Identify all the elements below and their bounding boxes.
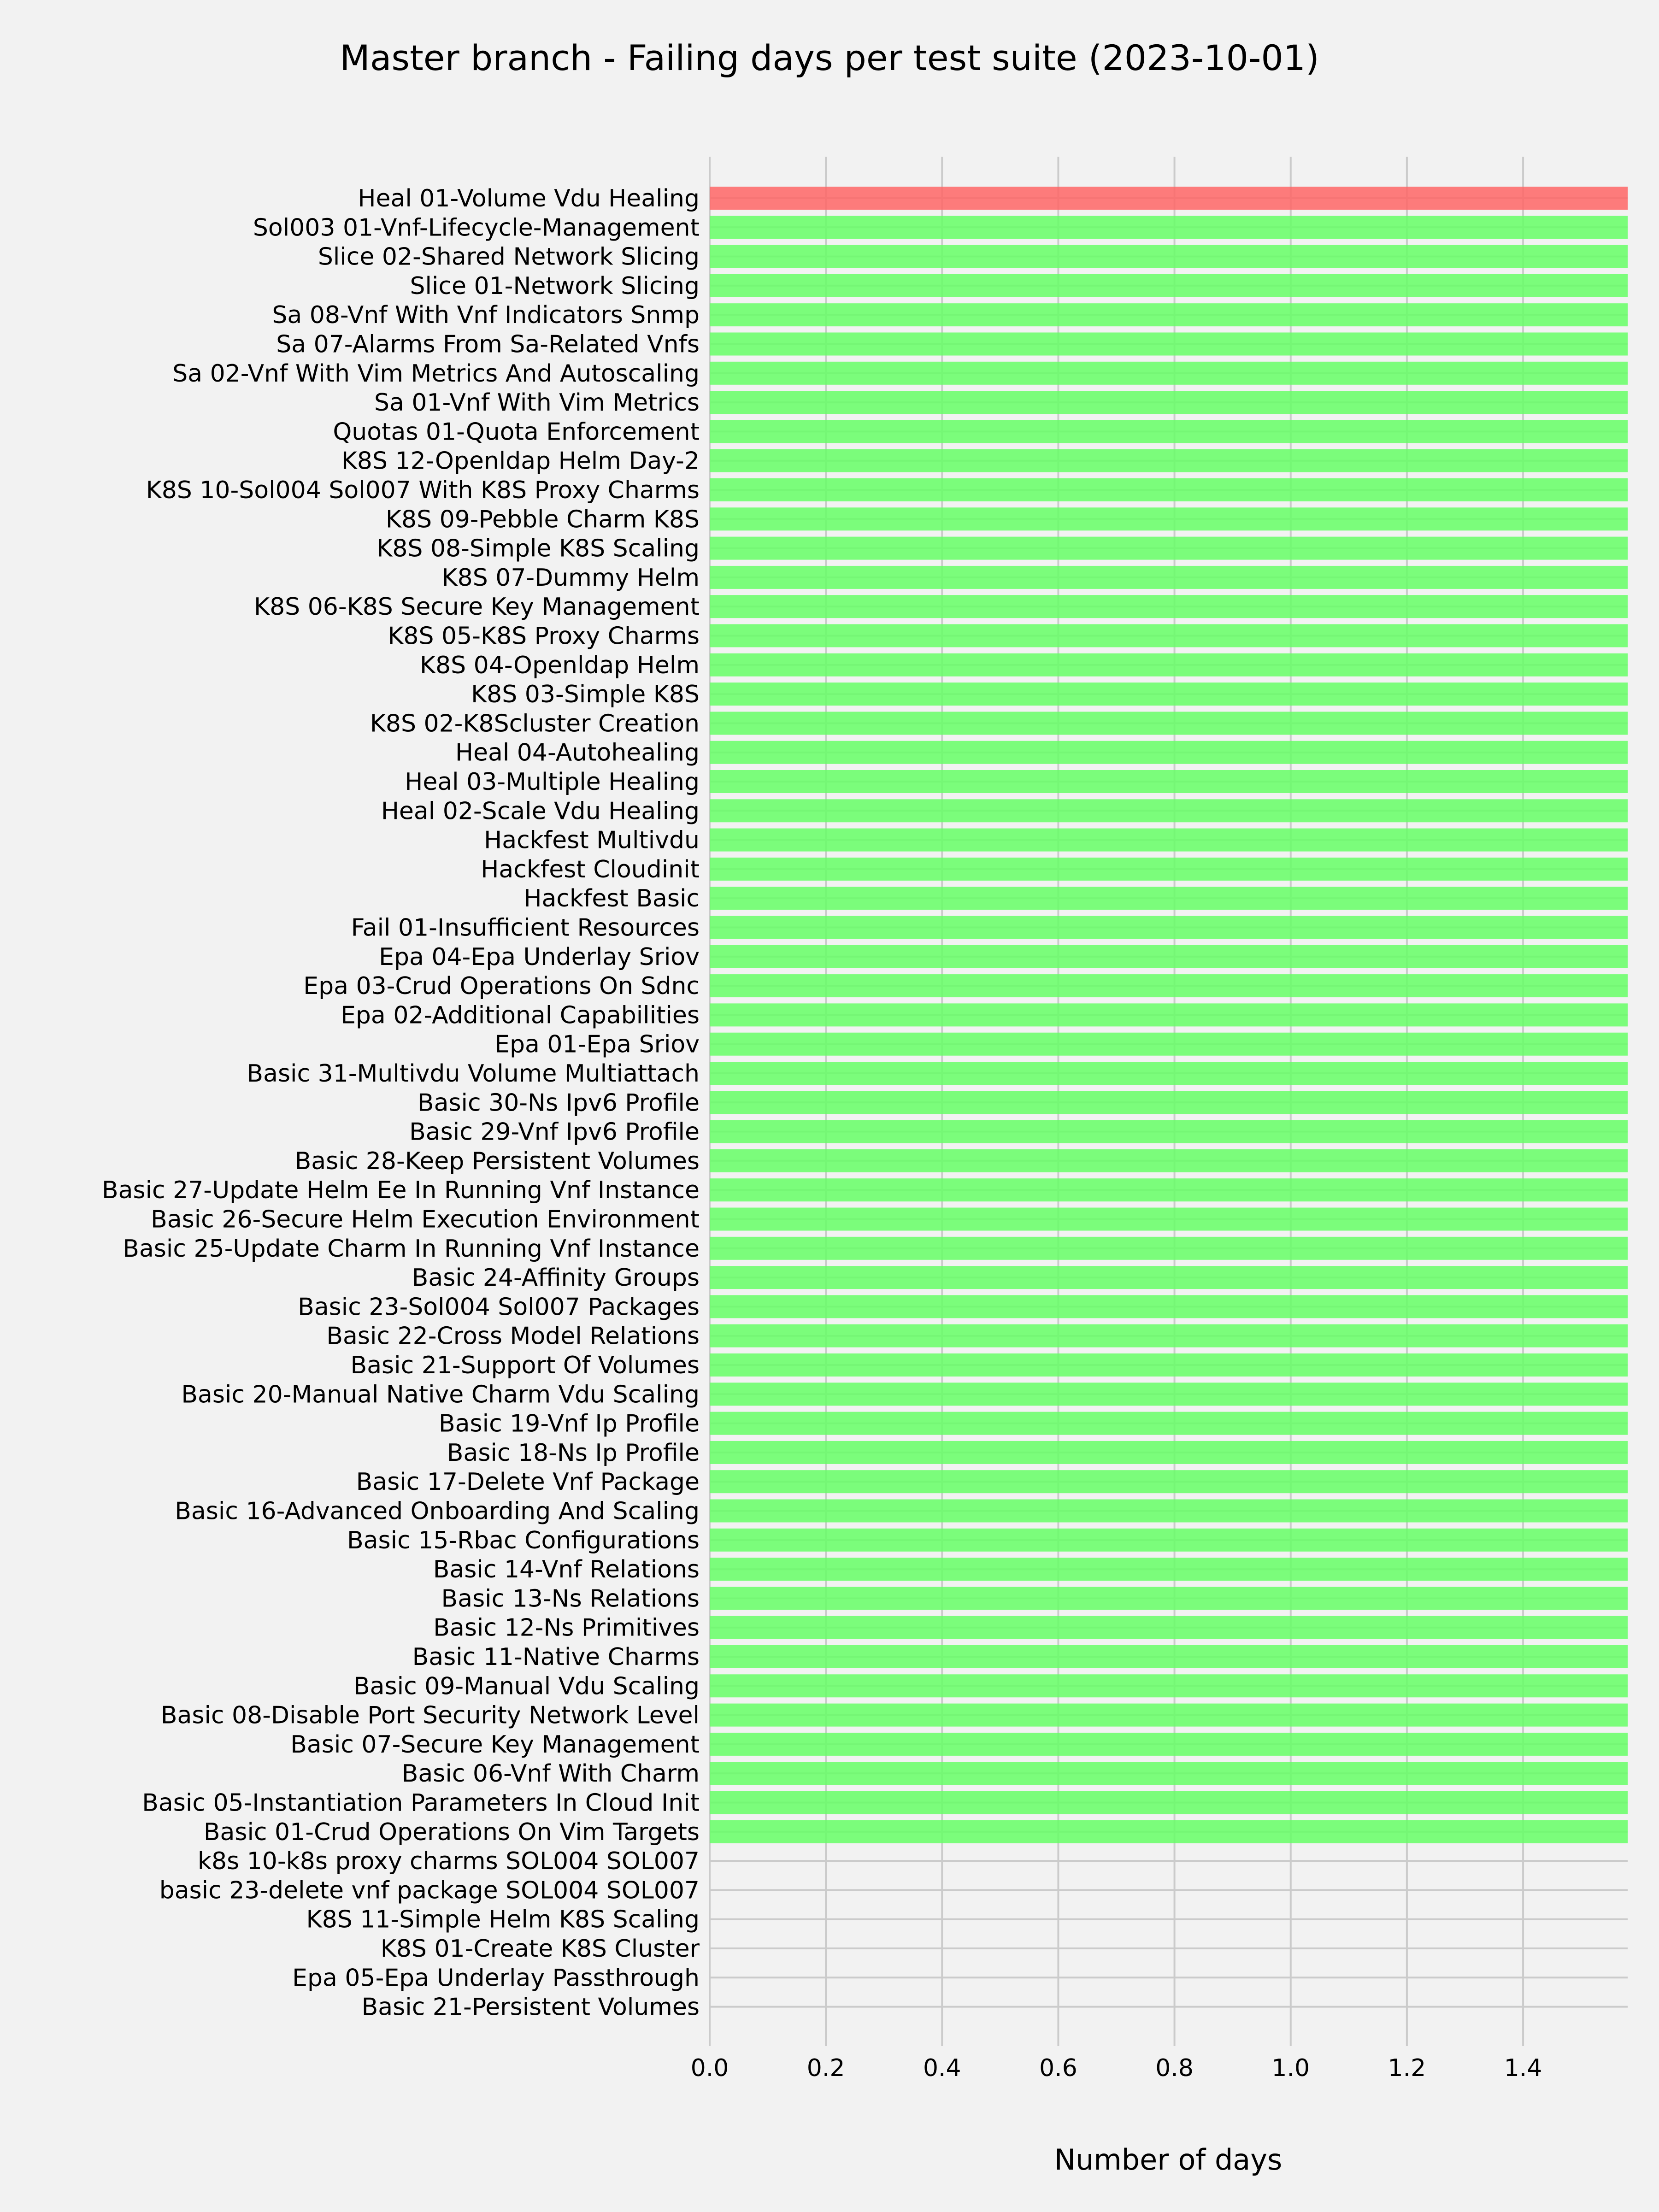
bar	[710, 712, 1628, 735]
y-tick-label: Sol003 01-Vnf-Lifecycle-Management	[253, 214, 700, 242]
y-tick-label: Heal 03-Multiple Healing	[405, 768, 700, 796]
y-tick-label: k8s 10-k8s proxy charms SOL004 SOL007	[197, 1847, 700, 1876]
y-tick-label: Heal 02-Scale Vdu Healing	[381, 797, 700, 825]
bar	[710, 391, 1628, 414]
bar	[710, 274, 1628, 297]
bars	[710, 187, 1628, 1843]
bar	[710, 1441, 1628, 1464]
y-tick-label: Sa 08-Vnf With Vnf Indicators Snmp	[272, 301, 700, 329]
bar	[710, 362, 1628, 385]
y-tick-label: Basic 17-Delete Vnf Package	[356, 1468, 700, 1496]
x-axis-label: Number of days	[1054, 2143, 1282, 2177]
x-tick-label: 0.2	[806, 2054, 845, 2082]
y-tick-label: K8S 01-Create K8S Cluster	[380, 1935, 700, 1963]
y-tick-label: Basic 19-Vnf Ip Profile	[438, 1410, 700, 1438]
y-tick-label: K8S 06-K8S Secure Key Management	[253, 593, 700, 621]
y-tick-label: Basic 09-Manual Vdu Scaling	[353, 1672, 700, 1700]
bar	[710, 1762, 1628, 1785]
y-tick-label: Basic 01-Crud Operations On Vim Targets	[203, 1818, 700, 1846]
y-tick-label: Epa 03-Crud Operations On Sdnc	[303, 972, 700, 1000]
bar	[710, 1704, 1628, 1727]
y-tick-label: K8S 08-Simple K8S Scaling	[377, 535, 700, 563]
bar	[710, 945, 1628, 968]
bar	[710, 216, 1628, 239]
y-tick-label: Basic 30-Ns Ipv6 Profile	[417, 1089, 700, 1117]
y-tick-label: Basic 13-Ns Relations	[441, 1585, 700, 1613]
bar	[710, 799, 1628, 822]
bar	[710, 682, 1628, 706]
y-tick-label: Basic 21-Persistent Volumes	[361, 1993, 700, 2021]
y-tick-label: Epa 02-Additional Capabilities	[341, 1001, 700, 1030]
y-tick-label: K8S 12-Openldap Helm Day-2	[341, 447, 700, 475]
y-tick-label: Basic 18-Ns Ip Profile	[447, 1439, 700, 1467]
y-tick-label: Basic 21-Support Of Volumes	[350, 1352, 700, 1379]
bar	[710, 1674, 1628, 1697]
y-tick-label: Sa 07-Alarms From Sa-Related Vnfs	[276, 330, 700, 359]
bar	[710, 1266, 1628, 1289]
y-tick-label: Slice 01-Network Slicing	[410, 272, 700, 300]
bar	[710, 1353, 1628, 1377]
y-tick-label: Basic 26-Secure Helm Execution Environment	[151, 1206, 700, 1234]
bar	[710, 1003, 1628, 1026]
y-tick-label: Basic 31-Multivdu Volume Multiattach	[247, 1060, 700, 1088]
bar	[710, 478, 1628, 501]
bar	[710, 187, 1628, 210]
bar	[710, 1558, 1628, 1581]
y-tick-label: basic 23-delete vnf package SOL004 SOL007	[159, 1877, 700, 1905]
y-tick-label: Epa 04-Epa Underlay Sriov	[379, 943, 700, 971]
y-tick-label: K8S 02-K8Scluster Creation	[370, 710, 700, 738]
bar	[710, 333, 1628, 356]
bar	[710, 1120, 1628, 1143]
y-tick-label: Basic 28-Keep Persistent Volumes	[294, 1147, 700, 1175]
y-tick-label: Basic 05-Instantiation Parameters In Cloud Init	[142, 1789, 700, 1817]
y-tick-label: K8S 11-Simple Helm K8S Scaling	[306, 1906, 700, 1934]
bar	[710, 1062, 1628, 1085]
y-tick-label: Basic 08-Disable Port Security Network Level	[160, 1701, 700, 1730]
bar	[710, 1091, 1628, 1114]
y-tick-label: K8S 04-Openldap Helm	[419, 651, 700, 679]
y-tick-label: K8S 03-Simple K8S	[471, 681, 700, 709]
y-tick-label: Heal 01-Volume Vdu Healing	[358, 185, 700, 212]
chart-title: Master branch - Failing days per test suite (2023-10-01)	[340, 37, 1319, 78]
y-tick-label: Basic 23-Sol004 Sol007 Packages	[298, 1293, 700, 1321]
bar	[710, 887, 1628, 910]
y-tick-label: Basic 22-Cross Model Relations	[326, 1322, 700, 1350]
y-tick-label: Basic 14-Vnf Relations	[433, 1556, 700, 1584]
bar	[710, 420, 1628, 443]
x-tick-label: 0.0	[690, 2054, 729, 2082]
y-tick-label: Basic 24-Affinity Groups	[412, 1264, 700, 1292]
y-tick-label: Quotas 01-Quota Enforcement	[333, 418, 700, 446]
bar	[710, 1733, 1628, 1756]
y-tick-label: Hackfest Multivdu	[484, 826, 700, 854]
y-tick-label: Slice 02-Shared Network Slicing	[318, 243, 700, 271]
bar	[710, 770, 1628, 793]
y-tick-label: Heal 04-Autohealing	[455, 739, 700, 767]
bar	[710, 537, 1628, 560]
y-tick-label: Hackfest Cloudinit	[481, 855, 700, 883]
y-tick-label: Basic 11-Native Charms	[412, 1643, 700, 1671]
y-tick-label: Hackfest Basic	[524, 885, 700, 913]
x-tick-label: 0.8	[1155, 2054, 1194, 2082]
y-tick-label: K8S 10-Sol004 Sol007 With K8S Proxy Charms	[146, 477, 700, 504]
bar	[710, 624, 1628, 647]
bar	[710, 1470, 1628, 1493]
y-tick-label: Basic 16-Advanced Onboarding And Scaling	[175, 1497, 700, 1525]
bar	[710, 974, 1628, 997]
bar	[710, 595, 1628, 618]
bar	[710, 829, 1628, 852]
y-tick-label: Basic 25-Update Charm In Running Vnf Instance	[123, 1235, 700, 1263]
bar	[710, 1645, 1628, 1668]
x-tick-label: 1.2	[1388, 2054, 1426, 2082]
bar	[710, 1324, 1628, 1347]
x-tick-label: 1.0	[1271, 2054, 1310, 2082]
y-tick-label: Basic 15-Rbac Configurations	[347, 1526, 700, 1554]
y-tick-label: K8S 09-Pebble Charm K8S	[385, 506, 700, 534]
y-tick-label: Fail 01-Insufficient Resources	[351, 914, 700, 942]
y-tick-label: Basic 20-Manual Native Charm Vdu Scaling	[181, 1381, 700, 1409]
bar	[710, 1208, 1628, 1231]
x-tick-label: 0.6	[1039, 2054, 1077, 2082]
bar	[710, 1295, 1628, 1318]
bar	[710, 303, 1628, 326]
bar	[710, 1529, 1628, 1552]
y-tick-label: Epa 05-Epa Underlay Passthrough	[292, 1964, 700, 1992]
x-tick-label: 1.4	[1504, 2054, 1542, 2082]
y-tick-label: Sa 02-Vnf With Vim Metrics And Autoscaling	[172, 359, 700, 388]
bar	[710, 1500, 1628, 1523]
bar	[710, 1820, 1628, 1843]
y-tick-label: K8S 07-Dummy Helm	[441, 564, 700, 592]
y-tick-label: Epa 01-Epa Sriov	[494, 1030, 700, 1059]
bar	[710, 1587, 1628, 1610]
bar	[710, 858, 1628, 881]
bar	[710, 916, 1628, 939]
y-tick-label: Sa 01-Vnf With Vim Metrics	[374, 389, 700, 417]
bar	[710, 245, 1628, 268]
bar	[710, 741, 1628, 764]
y-tick-label: Basic 12-Ns Primitives	[433, 1614, 700, 1642]
bar	[710, 1178, 1628, 1201]
bar	[710, 1382, 1628, 1406]
y-tick-label: Basic 27-Update Helm Ee In Running Vnf Instance	[101, 1177, 700, 1205]
bar	[710, 449, 1628, 472]
y-tick-label: Basic 07-Secure Key Management	[290, 1730, 700, 1759]
bar	[710, 507, 1628, 530]
bar	[710, 1033, 1628, 1056]
bar	[710, 1237, 1628, 1260]
x-tick-label: 0.4	[923, 2054, 961, 2082]
bar	[710, 1791, 1628, 1814]
y-tick-label: Basic 29-Vnf Ipv6 Profile	[409, 1118, 700, 1146]
y-tick-label: Basic 06-Vnf With Charm	[401, 1760, 700, 1788]
bar	[710, 566, 1628, 589]
bar	[710, 1616, 1628, 1639]
bar	[710, 1149, 1628, 1172]
y-tick-label: K8S 05-K8S Proxy Charms	[388, 622, 700, 650]
bar	[710, 1412, 1628, 1435]
bar	[710, 653, 1628, 677]
